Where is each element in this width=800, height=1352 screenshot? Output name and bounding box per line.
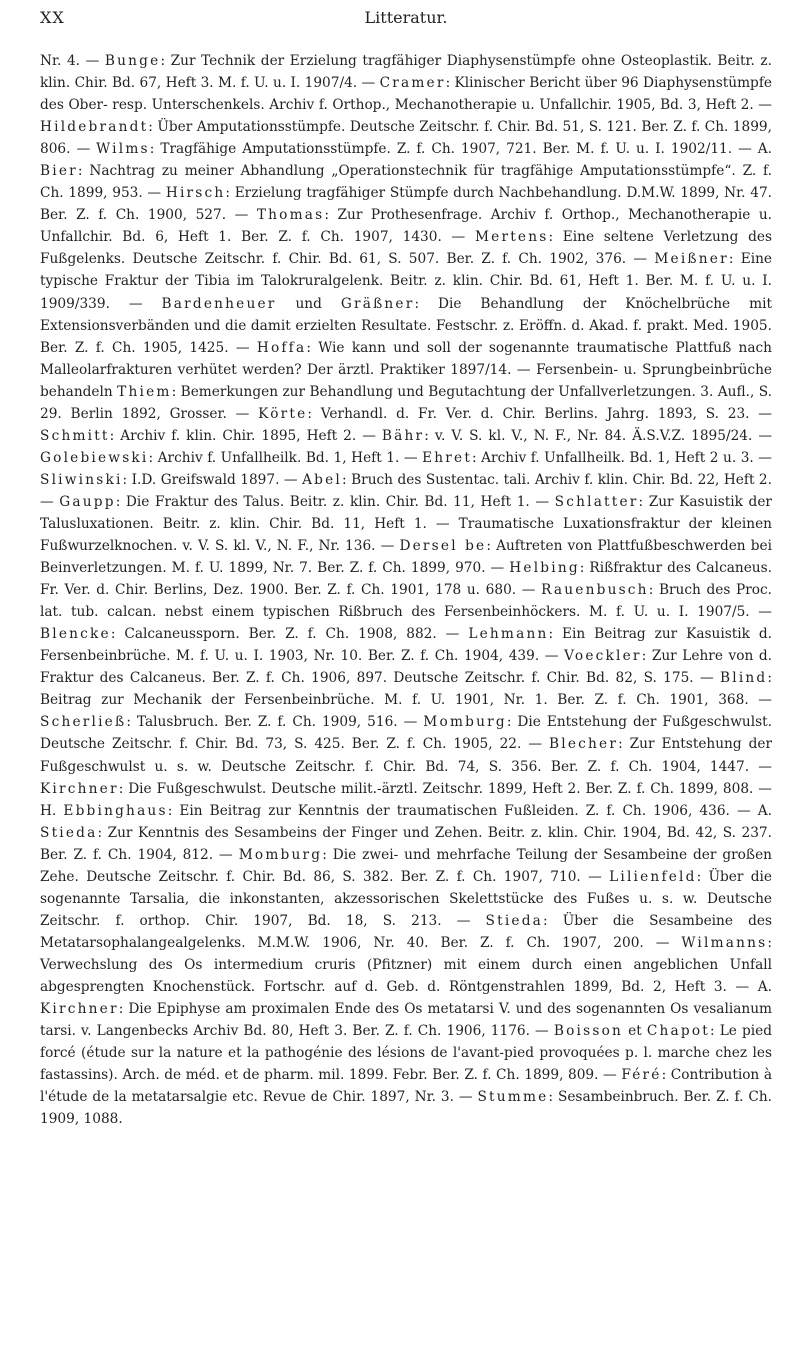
entry-text: : Beitrag zur Mechanik der Fersenbeinbrüche. M. f. U. 1901, Nr. 1. Ber. Z. f. Ch. 1901, 368. — <box>40 670 773 709</box>
entry-author: Schmitt <box>40 427 110 444</box>
entry-author: Rauenbusch <box>541 582 649 599</box>
entry-author: Sliwinski <box>40 471 123 488</box>
entry-text: : Ein Beitrag zur Kasuistik d. Fersenbeinbrüche. M. f. U. u. I. 1903, Nr. 10. Ber. Z. f. Ch. 1904, 439. — <box>40 626 772 665</box>
entry-text: : Über die Sesambeine des Metatarsophalangealgelenks. M.M.W. 1906, Nr. 40. Ber. Z. f. Ch. 1907, 200. — <box>40 912 772 951</box>
page-number: XX <box>40 8 65 27</box>
entry-text: : Verwechslung des Os intermedium cruris (Pfitzner) mit einem durch einen angeblichen Unfall abgesprengten Knochenstück. Fortschr. auf d. Geb. d. Röntgenstrahlen 1899, Bd. 2, Heft 3. — A. <box>40 934 773 995</box>
entry-author: Voeckler <box>564 648 642 665</box>
entry-author: Hirsch <box>165 185 226 202</box>
entry-text: : Eine seltene Verletzung des Fußgelenks. Deutsche Zeitschr. f. Chir. Bd. 61, S. 507. Ber. Z. f. Ch. 1902, 376. — <box>40 229 772 268</box>
entry-author: Bunge <box>104 53 161 69</box>
entry-text: : Zur Kasuistik der Talusluxationen. Beitr. z. klin. Chir. Bd. 11, Heft 1. — Traumatische Luxationsfraktur der kleinen Fußwurzelknochen. v. V. S. kl. V., N. F., Nr. 136. — <box>40 493 772 555</box>
entry-author: Lehmann <box>468 626 549 643</box>
entry-author: Schlatter <box>554 493 639 510</box>
entry-text: : Contribution à l'étude de la metatarsalgie etc. Revue de Chir. 1897, Nr. 3. — <box>40 1067 772 1106</box>
entry-text: : Die Behandlung der Knöchelbrüche mit Extensionsverbänden und die damit erzielten Resultate. Festschr. z. Eröffn. d. Akad. f. prakt. Med. 1905. Ber. Z. f. Ch. 1905, 1425. — <box>40 295 772 356</box>
entry-author: Hildebrandt <box>40 119 149 136</box>
entry-author: Blencke <box>40 626 111 643</box>
entry-author: Chapot <box>646 1023 711 1040</box>
entry-author: Stieda <box>40 824 98 841</box>
entry-author: Gaupp <box>59 493 116 510</box>
entry-text: : Verhandl. d. Fr. Ver. d. Chir. Berlins. Jahrg. 1893, S. 23. — <box>307 405 772 422</box>
entry-author: Blecher <box>549 736 619 753</box>
entry-text: : Le pied forcé (étude sur la nature et la pathogénie des lésions de l'avant-pied provoquées p. l. marche chez les fastassins). Arch. de méd. et de pharm. mil. 1899. Febr. Ber. Z. f. Ch. 1899, 809. — <box>40 1023 773 1084</box>
entry-text: : Bemerkungen zur Behandlung und Begutachtung der Unfallverletzungen. 3. Aufl., S. 29. Berlin 1892, Grosser. — <box>40 383 772 422</box>
entry-author: Thiem <box>117 383 172 400</box>
entry-text: : Ein Beitrag zur Kenntnis der traumatischen Fußleiden. Z. f. Ch. 1906, 436. — A. <box>167 802 772 819</box>
entry-author: Cramer <box>379 75 446 92</box>
entry-text: : Zur Lehre von d. Fraktur des Calcaneus. Ber. Z. f. Ch. 1906, 897. Deutsche Zeitschr. f. Chir. Bd. 82, S. 175. — <box>40 648 772 687</box>
entry-text: : Die Epiphyse am proximalen Ende des Os metatarsi V. und des sogenannten Os vesalianum tarsi. v. Langenbecks Archiv Bd. 80, Heft 3. Ber. Z. f. Ch. 1906, 1176. — <box>40 1001 772 1040</box>
running-header <box>40 6 772 50</box>
entry-text: : Wie kann und soll der sogenannte traumatische Plattfuß nach Malleolarfrakturen verhütet werden? Der ärztl. Praktiker 1897/14. — Fersenbein- u. Sprungbeinbrüche behandeln <box>40 339 772 400</box>
bibliography-text <box>40 50 772 1130</box>
entry-author: Lilienfeld <box>609 868 697 885</box>
entry-author: Hoffa <box>256 339 307 356</box>
entry-text: : Sesambeinbruch. Ber. Z. f. Ch. 1909, 1088. <box>40 1089 773 1128</box>
entry-text: et <box>623 1023 642 1040</box>
entry-text: : Über die sogenannte Tarsalia, die inkonstanten, akzessorischen Skelettstücke des Fußes u. s. w. Deutsche Zeitschr. f. orthop. Chir. 1907, Bd. 18, S. 213. — <box>40 868 772 929</box>
entry-text: : Eine typische Fraktur der Tibia im Talokruralgelenk. Beitr. z. klin. Chir. Bd. 61, Heft 1. Ber. M. f. U. u. I. 1909/339. — <box>40 251 772 312</box>
entry-text: : Tragfähige Amputationsstümpfe. Z. f. Ch. 1907, 721. Ber. M. f. U. u. I. 1902/11. — A. <box>149 141 772 158</box>
entry-text: : Talusbruch. Ber. Z. f. Ch. 1909, 516. — <box>126 714 418 731</box>
entry-text: : Archiv f. Unfallheilk. Bd. 1, Heft 1. — <box>148 449 418 466</box>
entry-author: Mertens <box>474 229 549 246</box>
entry-text: : v. V. S. kl. V., N. F., Nr. 84. Ä.S.V.Z. 1895/24. — <box>424 427 773 444</box>
entry-author: Boisson <box>553 1023 624 1040</box>
entry-text: : Die Fraktur des Talus. Beitr. z. klin. Chir. Bd. 11, Heft 1. — <box>115 493 550 510</box>
entry-author: Golebiewski <box>40 449 149 466</box>
entry-text: : Nachtrag zu meiner Abhandlung „Operationstechnik für tragfähige Amputationsstümpfe“. Z. f. Ch. 1899, 953. — <box>40 163 772 202</box>
entry-author: Momburg <box>238 846 323 863</box>
entry-text: : Bruch des Proc. lat. tub. calcan. nebst einem typischen Rißbruch des Fersenbeinhöckers. M. f. U. u. I. 1907/5. — <box>40 582 772 621</box>
entry-text: : Bruch des Sustentac. tali. Archiv f. klin. Chir. Bd. 22, Heft 2. — <box>40 471 772 510</box>
entry-text: : Erzielung tragfähiger Stümpfe durch Nachbehandlung. D.M.W. 1899, Nr. 47. Ber. Z. f. Ch. 1900, 527. — <box>40 185 772 224</box>
entry-author: Dersel be <box>399 538 487 555</box>
entry-text: : Die Entstehung der Fußgeschwulst. Deutsche Zeitschr. f. Chir. Bd. 73, S. 425. Ber. Z. f. Ch. 1905, 22. — <box>40 714 772 753</box>
entry-author: Wilmanns <box>681 934 768 951</box>
entry-text: : Über Amputationsstümpfe. Deutsche Zeitschr. f. Chir. Bd. 51, S. 121. Ber. Z. f. Ch. 1899, 806. — <box>40 119 772 158</box>
entry-author: Scherließ <box>40 714 127 731</box>
entry-text: : Auftreten von Plattfußbeschwerden bei Beinverletzungen. M. f. U. 1899, Nr. 7. Ber. Z. f. Ch. 1899, 970. — <box>40 538 772 577</box>
entry-author: Stumme <box>477 1089 549 1106</box>
entry-author: Bähr <box>381 427 425 444</box>
entry-author: Thomas <box>256 207 325 224</box>
entry-author: Helbing <box>509 560 580 577</box>
entry-text: : Klinischer Bericht über 96 Diaphysenstümpfe des Ober- resp. Unterschenkels. Archiv f. Orthop., Mechanotherapie u. Unfallchir. 1905, Bd. 3, Heft 2. — <box>40 75 772 114</box>
entry-text: : Zur Technik der Erzielung tragfähiger Diaphysenstümpfe ohne Osteoplastik. Beitr. z. klin. Chir. Bd. 67, Heft 3. M. f. U. u. I. 1907/4. — <box>40 53 772 92</box>
entry-author: Abel <box>302 471 343 488</box>
entry-author: Féré <box>621 1067 662 1084</box>
entry-author: Ebbinghaus <box>63 802 168 819</box>
entry-author: Bardenheuer <box>161 295 277 312</box>
entry-author: Stieda <box>485 912 544 929</box>
entry-text: : Archiv f. klin. Chir. 1895, Heft 2. — <box>109 427 376 444</box>
entry-author: Meißner <box>654 251 729 268</box>
entry-text: : Die Fußgeschwulst. Deutsche milit.-ärztl. Zeitschr. 1899, Heft 2. Ber. Z. f. Ch. 1899, 808. — H. <box>40 780 772 819</box>
running-title: Litteratur. <box>364 8 448 27</box>
entry-text: : Archiv f. Unfallheilk. Bd. 1, Heft 2 u. 3. — <box>472 449 772 466</box>
entry-text: : Die zwei- und mehrfache Teilung der Sesambeine der großen Zehe. Deutsche Zeitschr. f. Chir. Bd. 86, S. 382. Ber. Z. f. Ch. 1907, 710. — <box>40 846 772 885</box>
entry-author: Körte <box>258 405 308 422</box>
entry-author: Gräßner <box>340 295 415 312</box>
entry-author: Blind <box>719 670 768 687</box>
entry-lead: Nr. 4. — <box>40 53 105 69</box>
entry-author: Kirchner <box>40 780 119 797</box>
entry-text: : Zur Prothesenfrage. Archiv f. Orthop., Mechanotherapie u. Unfallchir. Bd. 6, Heft 1. Ber. Z. f. Ch. 1907, 1430. — <box>40 207 772 246</box>
entry-text: : Zur Kenntnis des Sesambeins der Finger und Zehen. Beitr. z. klin. Chir. 1904, Bd. 42, S. 237. Ber. Z. f. Ch. 1904, 812. — <box>40 824 772 863</box>
entry-text: : Zur Entstehung der Fußgeschwulst u. s. w. Deutsche Zeitschr. f. Chir. Bd. 74, S. 356. Ber. Z. f. Ch. 1904, 1447. — <box>40 736 773 775</box>
entry-author: Kirchner <box>40 1001 119 1018</box>
entry-author: Wilms <box>96 141 150 158</box>
entry-author: Ehret <box>422 449 473 466</box>
entry-author: Bier <box>40 163 78 180</box>
entry-text: : Calcaneussporn. Ber. Z. f. Ch. 1908, 882. — <box>110 626 460 643</box>
entry-text: : Rißfraktur des Calcaneus. Fr. Ver. d. Chir. Berlins, Dez. 1900. Ber. Z. f. Ch. 1901, 178 u. 680. — <box>40 560 772 599</box>
entry-text: und <box>276 295 322 312</box>
entry-text: : I.D. Greifswald 1897. — <box>122 471 298 488</box>
entry-author: Momburg <box>423 714 507 731</box>
